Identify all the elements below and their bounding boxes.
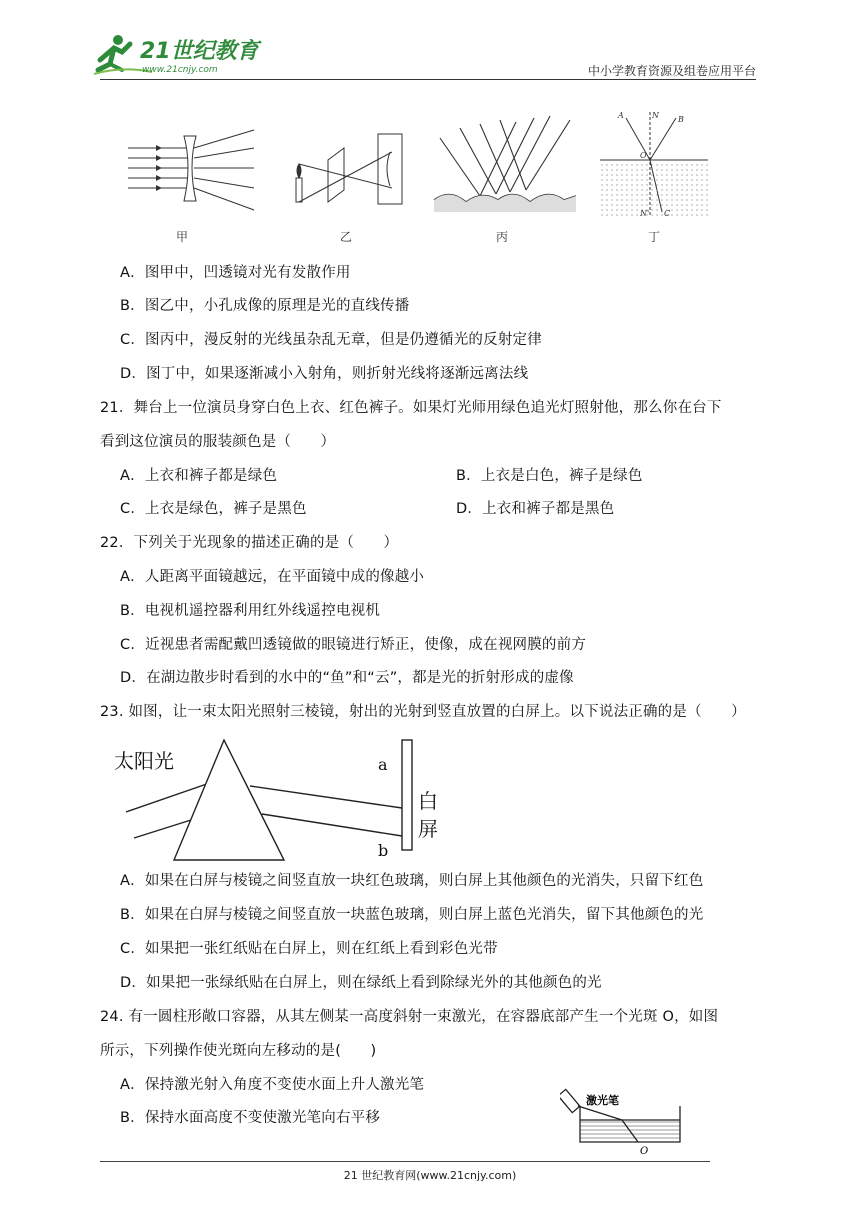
logo-text: 21世纪教育: [140, 39, 259, 64]
q23-option-b: B．如果在白屏与棱镜之间竖直放一块蓝色玻璃，则白屏上蓝色光消失，留下其他颜色的光: [120, 907, 704, 923]
ding-letter-a: A: [618, 111, 624, 120]
prism-screen-label-1: 白: [418, 789, 438, 813]
prism-figure: [112, 734, 452, 864]
q24-option-b: B．保持水面高度不变使激光笔向右平移: [120, 1110, 381, 1126]
q20-option-d: D．图丁中，如果逐渐减小入射角，则折射光线将逐渐远离法线: [120, 366, 529, 382]
q21-option-d: D．上衣和裤子都是黑色: [456, 501, 615, 517]
prism-label-a: a: [378, 755, 388, 774]
ding-letter-o: O: [640, 151, 647, 160]
q22-option-a: A．人距离平面镜越远，在平面镜中成的像越小: [120, 569, 425, 585]
q24-option-a: A．保持激光射入角度不变使水面上升人激光笔: [120, 1077, 425, 1093]
q21-option-b: B．上衣是白色，裤子是绿色: [456, 468, 643, 484]
prism-screen-label-2: 屏: [418, 817, 438, 841]
q21-stem-line-1: 21．舞台上一位演员身穿白色上衣、红色裤子。如果灯光师用绿色追光灯照射他，那么你在台下: [100, 400, 722, 416]
prism-label-b: b: [378, 841, 389, 860]
q24-stem-line-2: 所示，下列操作使光斑向左移动的是( ): [100, 1043, 377, 1059]
figures-row: [118, 108, 718, 248]
q23-stem: 23. 如图，让一束太阳光照射三棱镜，射出的光射到竖直放置的白屏上。以下说法正确的是（ ）: [100, 704, 746, 720]
q22-option-b: B．电视机遥控器利用红外线遥控电视机: [120, 603, 381, 619]
prism-sunlight-label: 太阳光: [114, 749, 174, 773]
q23-option-a: A．如果在白屏与棱镜之间竖直放一块红色玻璃，则白屏上其他颜色的光消失，只留下红色: [120, 873, 704, 889]
q22-option-d: D．在湖边散步时看到的水中的“鱼”和“云”，都是光的折射形成的虚像: [120, 670, 574, 686]
header-platform-text: 中小学教育资源及组卷应用平台: [587, 64, 756, 78]
laser-pen-label: 激光笔: [586, 1094, 619, 1107]
q21-option-c: C．上衣是绿色，裤子是黑色: [120, 501, 307, 517]
figure-label-bing: 丙: [496, 230, 509, 244]
refraction-figure: [600, 108, 710, 220]
footer-text: 21 世纪教育网(www.21cnjy.com): [343, 1169, 517, 1182]
pinhole-camera-figure: [290, 128, 410, 218]
q20-option-b: B．图乙中，小孔成像的原理是光的直线传播: [120, 298, 410, 314]
q20-option-a: A．图甲中，凹透镜对光有发散作用: [120, 265, 351, 281]
laser-beaker-figure: [560, 1088, 700, 1158]
logo-21cnjy: [92, 30, 272, 78]
q20-option-c: C．图丙中，漫反射的光线虽杂乱无章，但是仍遵循光的反射定律: [120, 332, 542, 348]
ding-letter-c: C: [664, 209, 671, 218]
q24-stem-line-1: 24. 有一圆柱形敞口容器，从其左侧某一高度斜射一束激光，在容器底部产生一个光斑 O，如图: [100, 1009, 719, 1025]
header-divider: [100, 79, 756, 80]
ding-letter-n: N: [652, 111, 659, 120]
q22-option-c: C．近视患者需配戴凹透镜做的眼镜进行矫正，使像，成在视网膜的前方: [120, 637, 587, 653]
q23-option-c: C．如果把一张红纸贴在白屏上，则在红纸上看到彩色光带: [120, 941, 498, 957]
ding-letter-b: B: [678, 115, 684, 124]
figure-label-yi: 乙: [340, 230, 353, 244]
beaker-point-o: O: [640, 1146, 649, 1157]
q22-stem: 22．下列关于光现象的描述正确的是（ ）: [100, 535, 399, 551]
diffuse-reflection-figure: [430, 108, 580, 218]
logo-url: www.21cnjy.com: [142, 65, 218, 75]
footer-divider: [100, 1161, 710, 1162]
figure-label-jia: 甲: [176, 230, 189, 244]
q21-option-a: A．上衣和裤子都是绿色: [120, 468, 278, 484]
figure-label-ding: 丁: [648, 230, 661, 244]
concave-lens-figure: [126, 126, 256, 216]
ding-letter-n-prime: N': [640, 209, 650, 218]
q23-option-d: D．如果把一张绿纸贴在白屏上，则在绿纸上看到除绿光外的其他颜色的光: [120, 975, 602, 991]
q21-stem-line-2: 看到这位演员的服装颜色是（ ）: [100, 434, 336, 450]
